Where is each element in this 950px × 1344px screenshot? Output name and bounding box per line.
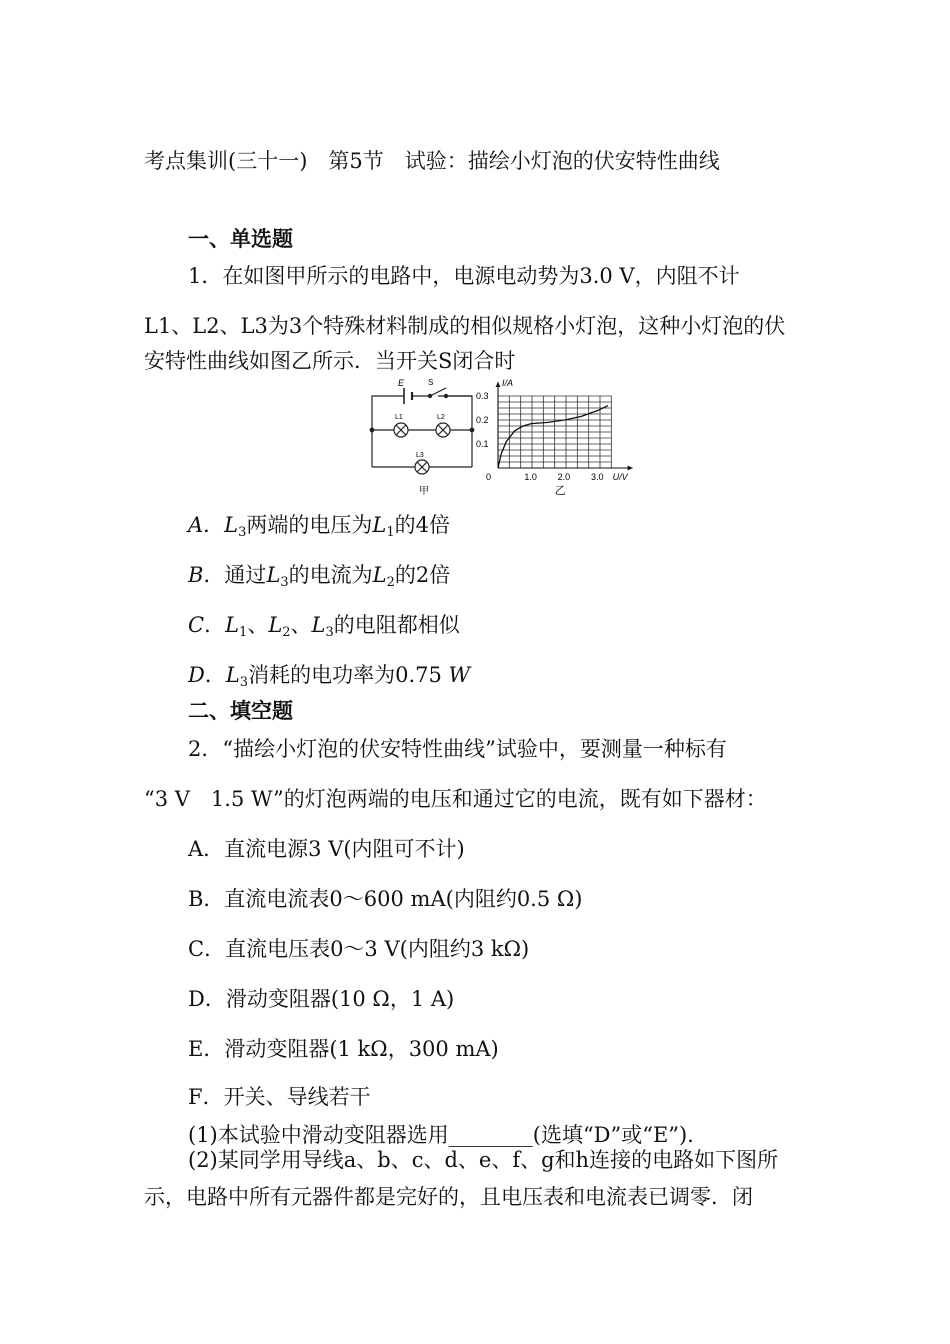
q2-option-e: E．滑动变阻器(1 kΩ，300 mA) <box>188 1037 499 1061</box>
circuit-diagram <box>370 388 474 474</box>
q2-option-b: B．直流电流表0～600 mA(内阻约0.5 Ω) <box>188 887 583 911</box>
q1-option-a[interactable]: A．$L_3$两端的电压为$L_1$的4倍 <box>188 513 451 540</box>
x-tick-label: 3.0 <box>591 472 604 482</box>
y-tick-label: 0.3 <box>476 391 489 401</box>
q2-option-a: A．直流电源3 V(内阻可不计) <box>188 837 465 861</box>
q2-part-1: (1)本试验中滑动变阻器选用________(选填“D”或“E”)． <box>188 1123 709 1147</box>
question-2-line-1: 2．“描绘小灯泡的伏安特性曲线”试验中，要测量一种标有 <box>188 737 727 761</box>
lamp-l1-label: L1 <box>395 414 403 421</box>
chart-caption: 乙 <box>554 485 566 497</box>
q1-option-d[interactable]: D．$L_3$消耗的电功率为0.75 W <box>188 663 471 690</box>
iv-curve <box>498 406 608 468</box>
question-2-line-2: “3 V 1.5 W”的灯泡两端的电压和通过它的电流，既有如下器材： <box>144 787 767 811</box>
question-1-line-3: 安特性曲线如图乙所示．当开关S闭合时 <box>144 349 516 373</box>
lamp-l3-label: L3 <box>416 452 424 459</box>
x-tick-label: 1.0 <box>524 472 537 482</box>
y-tick-label: 0.2 <box>476 415 489 425</box>
y-axis-arrow <box>496 382 501 387</box>
q1-option-c[interactable]: C．$L_1$、$L_2$、$L_3$的电阻都相似 <box>188 613 460 640</box>
switch-label: S <box>428 378 434 387</box>
x-axis-arrow <box>628 466 633 471</box>
q2-option-c: C．直流电压表0～3 V(内阻约3 kΩ) <box>188 937 530 961</box>
q1-option-b[interactable]: B．通过$L_3$的电流为$L_2$的2倍 <box>188 563 451 590</box>
question-1-line-2: L1、L2、L3为3个特殊材料制成的相似规格小灯泡，这种小灯泡的伏 <box>144 314 786 338</box>
question-1-figure <box>366 374 636 502</box>
x-tick-label: 2.0 <box>557 472 571 482</box>
iv-chart <box>476 378 633 497</box>
x-axis-label: U/V <box>612 472 628 482</box>
q2-part-2-line-2: 示，电路中所有元器件都是完好的，且电压表和电流表已调零．闭 <box>144 1185 753 1209</box>
q2-option-f: F．开关、导线若干 <box>188 1085 371 1109</box>
origin-label: 0 <box>486 472 492 482</box>
section-heading-fill-blank: 二、填空题 <box>188 698 293 723</box>
q2-option-d: D．滑动变阻器(10 Ω，1 A) <box>188 987 455 1011</box>
y-axis-label: I/A <box>502 378 514 388</box>
battery-label: E <box>398 378 405 388</box>
q2-part-2-line-1: (2)某同学用导线a、b、c、d、e、f、g和h连接的电路如下图所 <box>188 1148 779 1172</box>
circuit-caption: 甲 <box>419 486 429 497</box>
y-tick-label: 0.1 <box>476 439 489 449</box>
page-title: 考点集训(三十一) 第5节 试验：描绘小灯泡的伏安特性曲线 <box>144 149 720 173</box>
lamp-l2-label: L2 <box>437 414 445 421</box>
section-heading-single-choice: 一、单选题 <box>188 226 293 251</box>
question-1-line-1: 1．在如图甲所示的电路中，电源电动势为3.0 V，内阻不计 <box>188 264 740 288</box>
